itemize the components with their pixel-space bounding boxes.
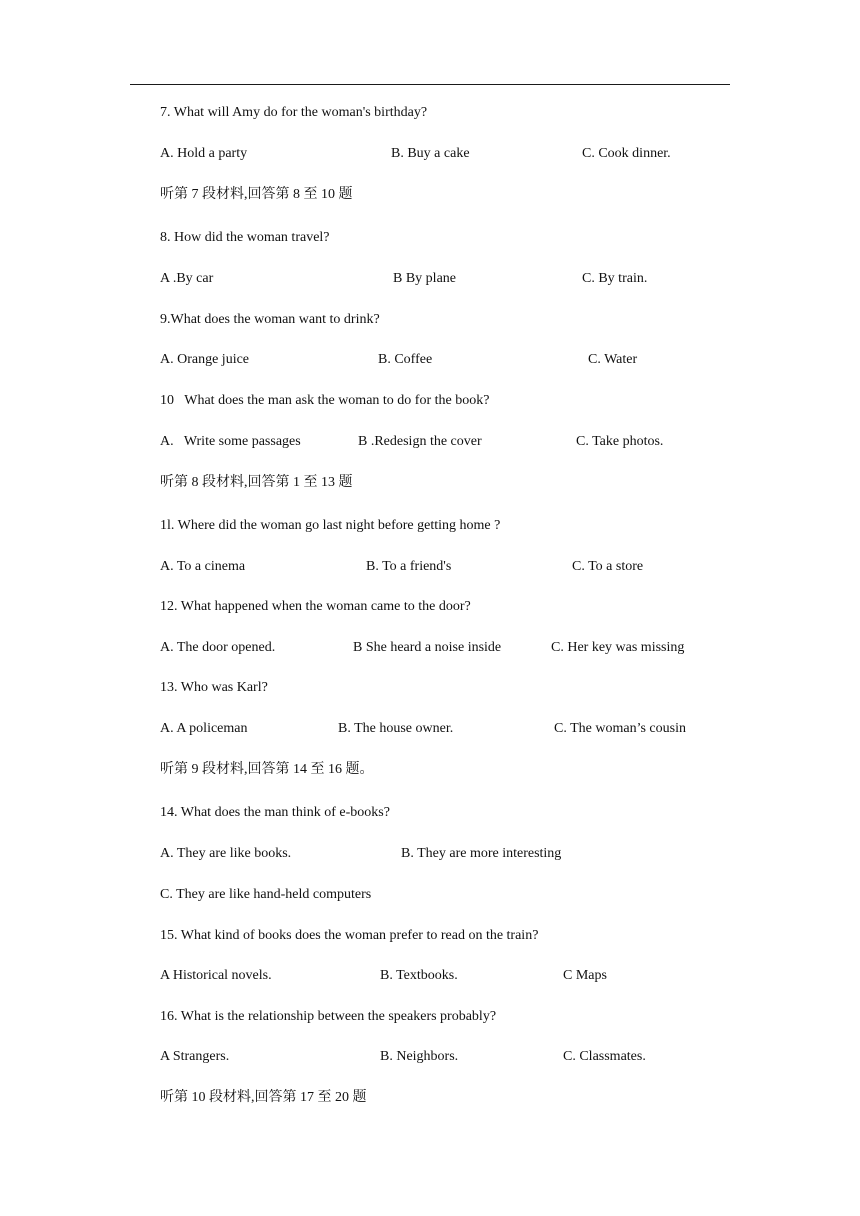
option-c: C. To a store [572, 559, 644, 574]
section-text: 听第 10 段材料,回答第 17 至 20 题 [160, 1090, 367, 1105]
question-7 [0, 102, 860, 124]
question-16 [0, 1006, 860, 1028]
question-8-options [0, 268, 860, 290]
option-b: B By plane [393, 271, 456, 286]
option-b: B. They are more interesting [401, 846, 562, 861]
option-b: B. Coffee [378, 352, 433, 367]
option-c: C. Take photos. [576, 434, 664, 449]
question-12-options [0, 637, 860, 659]
question-9 [0, 309, 860, 331]
option-a: A. The door opened. [160, 640, 276, 655]
question-11 [0, 515, 860, 537]
option-a: A. A policeman [160, 721, 248, 736]
section-heading-9 [0, 759, 860, 781]
option-c: C. By train. [582, 271, 648, 286]
question-text: 7. What will Amy do for the woman's birthday? [160, 105, 428, 120]
question-14 [0, 802, 860, 824]
question-7-options [0, 143, 860, 165]
header-rule [130, 84, 730, 85]
question-text: 1l. Where did the woman go last night before getting home ? [160, 518, 501, 533]
option-b: B. The house owner. [338, 721, 454, 736]
section-heading-10 [0, 1087, 860, 1109]
option-c: C. Water [588, 352, 638, 367]
option-b: B. Buy a cake [391, 146, 470, 161]
option-b: B .Redesign the cover [358, 434, 482, 449]
question-14-options-ab [0, 843, 860, 865]
option-c: C. Cook dinner. [582, 146, 671, 161]
option-a: A. Orange juice [160, 352, 250, 367]
question-10-options [0, 431, 860, 453]
question-13 [0, 677, 860, 699]
option-a: A Strangers. [160, 1049, 230, 1064]
question-10 [0, 390, 860, 412]
question-text: 9.What does the woman want to drink? [160, 312, 380, 327]
question-13-options [0, 718, 860, 740]
question-text: 15. What kind of books does the woman prefer to read on the train? [160, 928, 539, 943]
option-a: A .By car [160, 271, 214, 286]
question-9-options [0, 349, 860, 371]
question-15 [0, 925, 860, 947]
question-text: 12. What happened when the woman came to the door? [160, 599, 471, 614]
option-b: B She heard a noise inside [353, 640, 502, 655]
question-text: 14. What does the man think of e-books? [160, 805, 390, 820]
question-16-options [0, 1046, 860, 1068]
section-heading-7 [0, 184, 860, 206]
question-15-options [0, 965, 860, 987]
option-c: C. They are like hand-held computers [160, 887, 372, 902]
option-a: A. Write some passages [160, 434, 301, 449]
section-text: 听第 8 段材料,回答第 1 至 13 题 [160, 475, 353, 490]
question-12 [0, 596, 860, 618]
question-text: 16. What is the relationship between the speakers probably? [160, 1009, 497, 1024]
option-a: A. Hold a party [160, 146, 248, 161]
question-text: 8. How did the woman travel? [160, 230, 330, 245]
question-11-options [0, 556, 860, 578]
section-text: 听第 9 段材料,回答第 14 至 16 题。 [160, 762, 374, 777]
question-14-options-c [0, 884, 860, 906]
question-text: 10 What does the man ask the woman to do for the book? [160, 393, 490, 408]
question-text: 13. Who was Karl? [160, 680, 268, 695]
option-b: B. Neighbors. [380, 1049, 459, 1064]
option-a: A. They are like books. [160, 846, 292, 861]
option-c: C. The woman’s cousin [554, 721, 686, 736]
option-a: A. To a cinema [160, 559, 246, 574]
option-c: C. Classmates. [563, 1049, 646, 1064]
option-b: B. Textbooks. [380, 968, 458, 983]
option-c: C Maps [563, 968, 607, 983]
section-heading-8 [0, 472, 860, 494]
option-a: A Historical novels. [160, 968, 272, 983]
option-b: B. To a friend's [366, 559, 452, 574]
question-8 [0, 227, 860, 249]
option-c: C. Her key was missing [551, 640, 685, 655]
section-text: 听第 7 段材料,回答第 8 至 10 题 [160, 187, 353, 202]
